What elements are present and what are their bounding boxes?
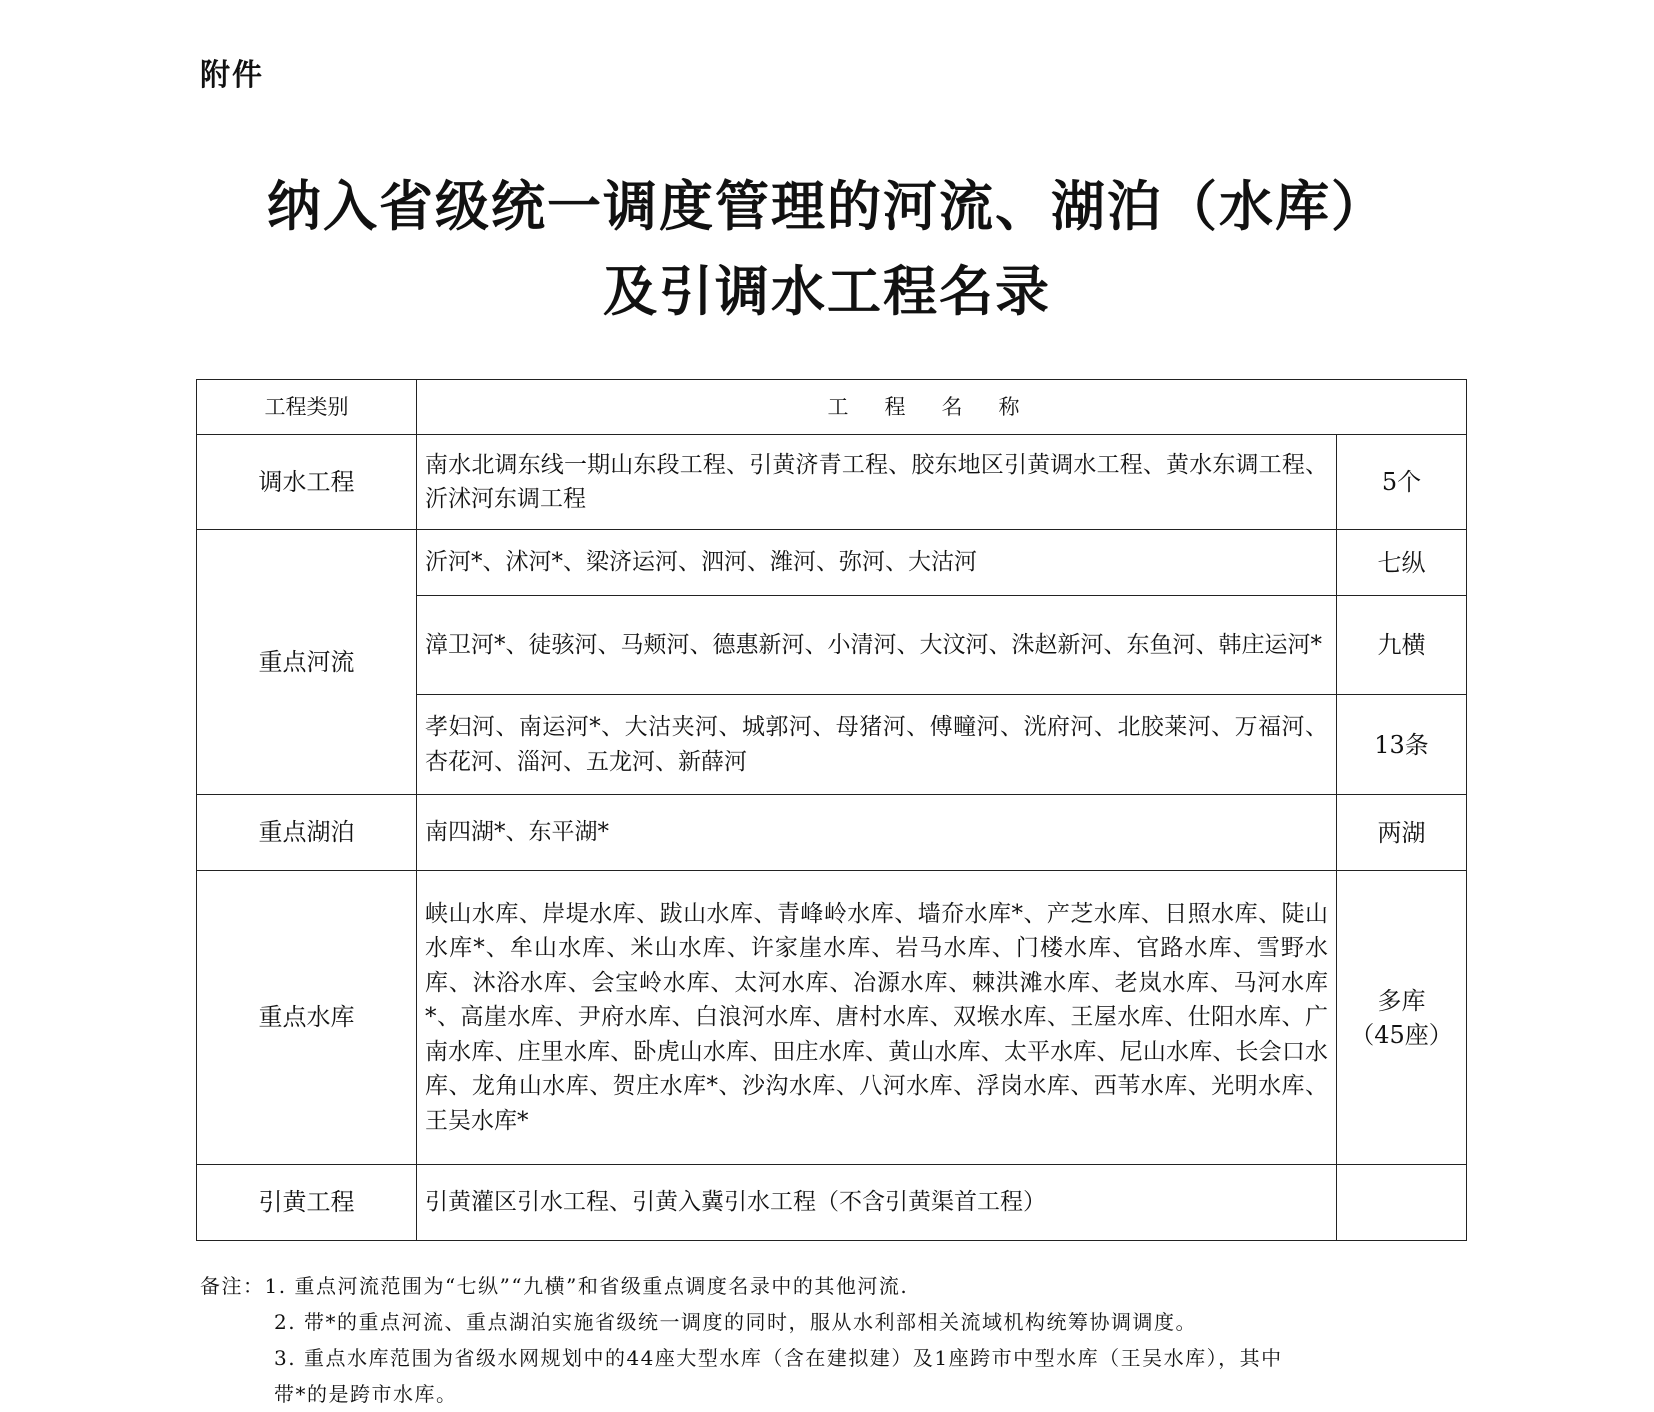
row-count: 两湖 bbox=[1337, 795, 1467, 871]
row-count: 13条 bbox=[1337, 695, 1467, 795]
table-row bbox=[197, 435, 1467, 530]
row-count bbox=[1337, 871, 1467, 1165]
row-names: 南四湖*、东平湖* bbox=[417, 795, 1337, 871]
row-category: 调水工程 bbox=[197, 435, 417, 530]
note-line-3: 3. 重点水库范围为省级水网规划中的44座大型水库（含在建拟建）及1座跨市中型水库（王吴水库），其中 bbox=[274, 1346, 1283, 1370]
row-count: 九横 bbox=[1337, 596, 1467, 695]
row-category: 重点河流 bbox=[197, 530, 417, 795]
table-row bbox=[197, 1165, 1467, 1241]
row-names: 孝妇河、南运河*、大沽夹河、城郭河、母猪河、傅疃河、洸府河、北胶莱河、万福河、杏花河、淄河、五龙河、新薛河 bbox=[417, 695, 1337, 795]
attachment-label: 附件 bbox=[200, 58, 264, 93]
row-count: 5个 bbox=[1337, 435, 1467, 530]
row-category: 引黄工程 bbox=[197, 1165, 417, 1241]
table-row bbox=[197, 530, 1467, 596]
row-count: 七纵 bbox=[1337, 530, 1467, 596]
document-title-line2: 及引调水工程名录 bbox=[603, 259, 1051, 323]
row-names: 南水北调东线一期山东段工程、引黄济青工程、胶东地区引黄调水工程、黄水东调工程、沂沭河东调工程 bbox=[417, 435, 1337, 530]
row-category: 重点水库 bbox=[197, 871, 417, 1165]
table-row bbox=[197, 795, 1467, 871]
document-title-line1: 纳入省级统一调度管理的河流、湖泊（水库） bbox=[267, 174, 1387, 238]
note-line-2: 2. 带*的重点河流、重点湖泊实施省级统一调度的同时，服从水利部相关流域机构统筹协调调度。 bbox=[274, 1310, 1197, 1334]
row-count-line2: （45座） bbox=[1350, 1020, 1453, 1049]
header-name: 工程名称 bbox=[417, 380, 1467, 435]
row-names: 漳卫河*、徒骇河、马颊河、德惠新河、小清河、大汶河、洙赵新河、东鱼河、韩庄运河* bbox=[417, 596, 1337, 695]
row-count-line1: 多库 bbox=[1377, 986, 1426, 1015]
registry-table bbox=[196, 379, 1467, 1241]
notes bbox=[200, 1268, 1470, 1412]
row-count bbox=[1337, 1165, 1467, 1241]
row-names: 峡山水库、岸堤水库、跋山水库、青峰岭水库、墙夼水库*、产芝水库、日照水库、陡山水库*、牟山水库、米山水库、许家崖水库、岩马水库、门楼水库、官路水库、雪野水库、沐浴水库、会宝岭水库、太河水库、冶源水库、棘洪滩水库、老岚水库、马河水库*、高崖水库、尹府水库、白浪河水库、唐村水库、双堠水库、王屋水库、仕阳水库、广南水库、庄里水库、卧虎山水库、田庄水库、黄山水库、太平水库、尼山水库、长会口水库、龙角山水库、贺庄水库*、沙沟水库、八河水库、浮岗水库、西苇水库、光明水库、王吴水库* bbox=[417, 871, 1337, 1165]
row-category: 重点湖泊 bbox=[197, 795, 417, 871]
note-line-4: 带*的是跨市水库。 bbox=[274, 1382, 458, 1406]
row-names: 引黄灌区引水工程、引黄入冀引水工程（不含引黄渠首工程） bbox=[417, 1165, 1337, 1241]
header-category: 工程类别 bbox=[197, 380, 417, 435]
table-row bbox=[197, 871, 1467, 1165]
table-header-row bbox=[197, 380, 1467, 435]
note-line-1: 备注：1. 重点河流范围为“七纵”“九横”和省级重点调度名录中的其他河流. bbox=[200, 1274, 909, 1298]
row-names: 沂河*、沭河*、梁济运河、泗河、潍河、弥河、大沽河 bbox=[417, 530, 1337, 596]
